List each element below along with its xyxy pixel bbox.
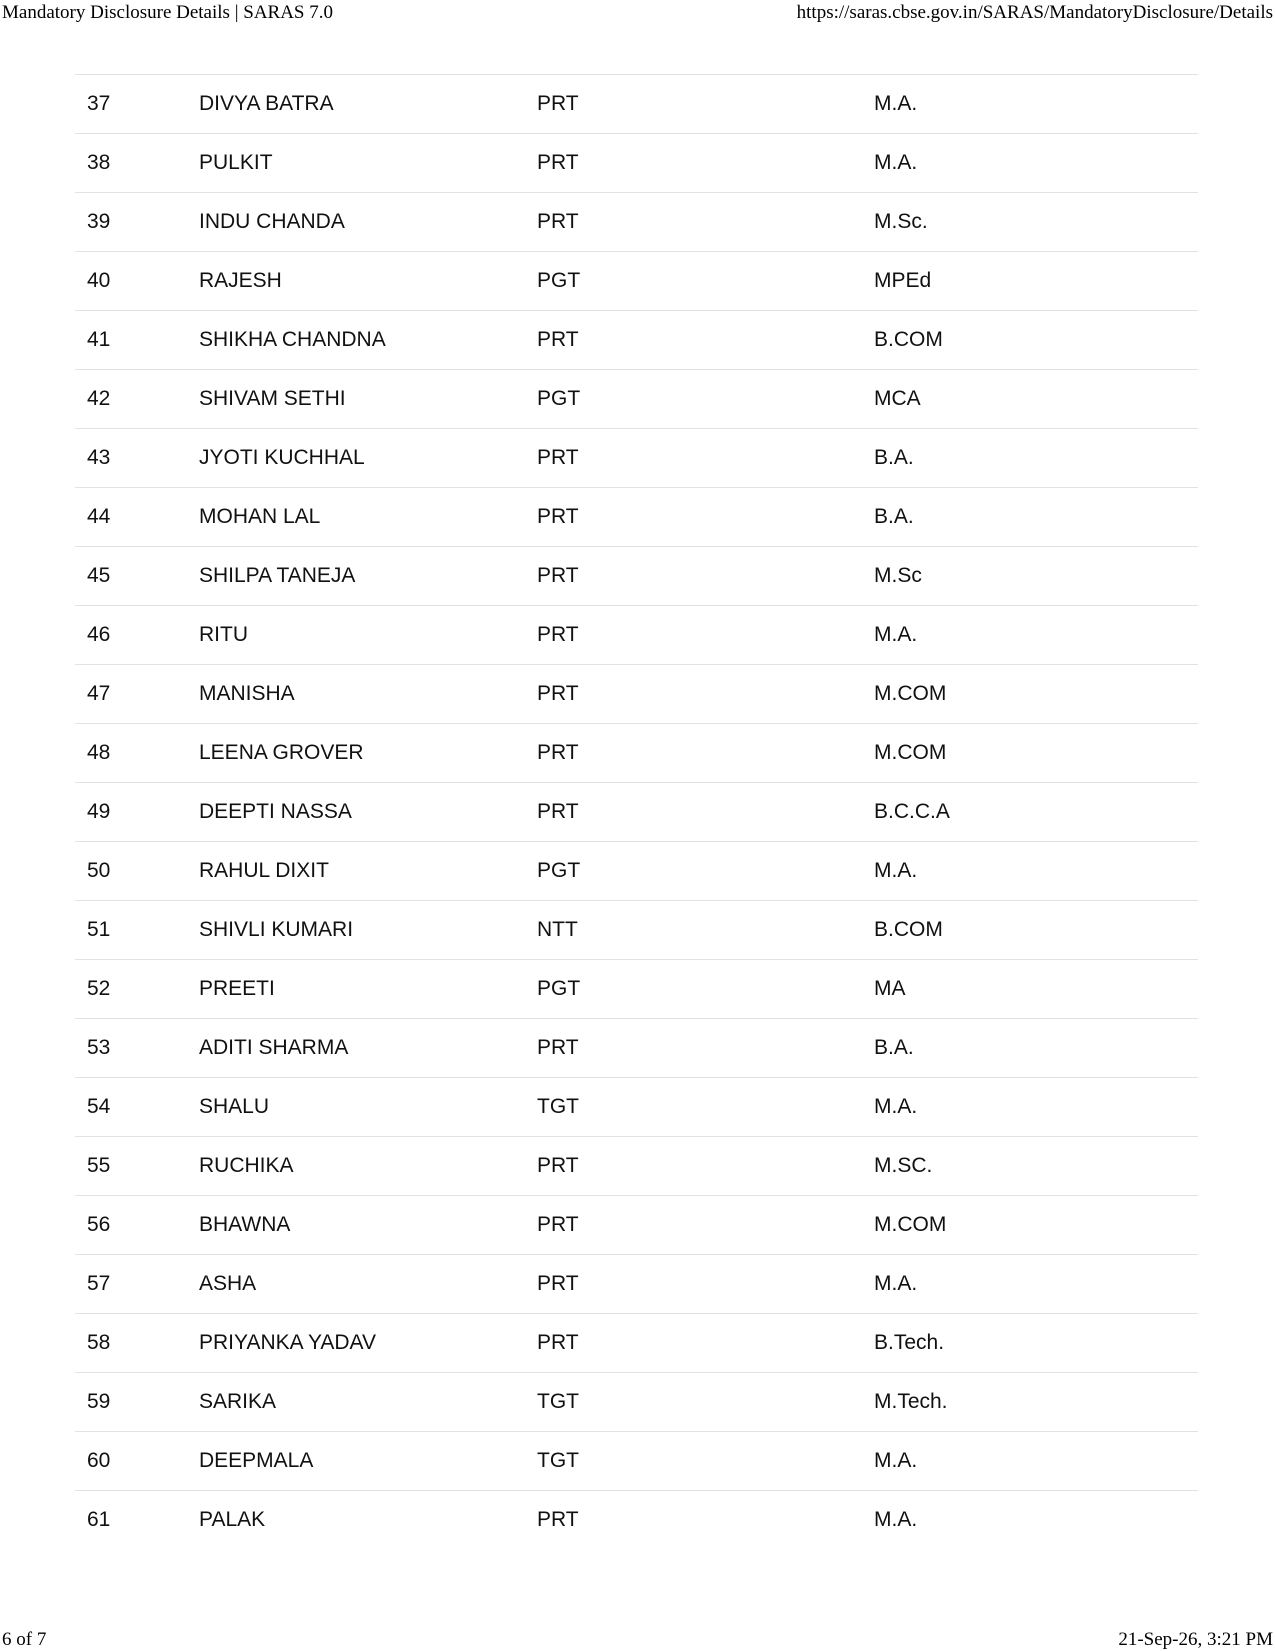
cell-qualification: M.COM <box>862 724 1198 783</box>
cell-serial-number: 46 <box>75 606 187 665</box>
cell-qualification: M.Sc <box>862 547 1198 606</box>
table-row <box>75 1019 1198 1078</box>
cell-teacher-name: PRIYANKA YADAV <box>187 1314 525 1373</box>
table-row <box>75 1491 1198 1550</box>
cell-teacher-name: DIVYA BATRA <box>187 75 525 134</box>
cell-serial-number: 48 <box>75 724 187 783</box>
cell-designation: NTT <box>525 901 862 960</box>
cell-designation: PGT <box>525 960 862 1019</box>
cell-teacher-name: SHIVLI KUMARI <box>187 901 525 960</box>
table-row <box>75 1078 1198 1137</box>
cell-designation: PRT <box>525 783 862 842</box>
cell-qualification: B.COM <box>862 901 1198 960</box>
cell-teacher-name: ADITI SHARMA <box>187 1019 525 1078</box>
cell-designation: PRT <box>525 606 862 665</box>
staff-table <box>75 74 1198 1550</box>
cell-teacher-name: RAJESH <box>187 252 525 311</box>
cell-serial-number: 59 <box>75 1373 187 1432</box>
table-row <box>75 606 1198 665</box>
cell-designation: PRT <box>525 311 862 370</box>
cell-qualification: M.A. <box>862 606 1198 665</box>
table-row <box>75 901 1198 960</box>
cell-serial-number: 58 <box>75 1314 187 1373</box>
cell-teacher-name: RITU <box>187 606 525 665</box>
cell-teacher-name: SARIKA <box>187 1373 525 1432</box>
table-row <box>75 1137 1198 1196</box>
cell-teacher-name: SHILPA TANEJA <box>187 547 525 606</box>
cell-designation: PRT <box>525 193 862 252</box>
cell-qualification: B.A. <box>862 1019 1198 1078</box>
cell-serial-number: 40 <box>75 252 187 311</box>
cell-qualification: M.Tech. <box>862 1373 1198 1432</box>
cell-designation: TGT <box>525 1373 862 1432</box>
staff-table-body <box>75 75 1198 1550</box>
cell-serial-number: 39 <box>75 193 187 252</box>
cell-qualification: B.COM <box>862 311 1198 370</box>
staff-table-container <box>75 74 1198 1550</box>
table-row <box>75 311 1198 370</box>
cell-teacher-name: BHAWNA <box>187 1196 525 1255</box>
table-row <box>75 429 1198 488</box>
cell-teacher-name: ASHA <box>187 1255 525 1314</box>
cell-designation: PRT <box>525 547 862 606</box>
cell-serial-number: 41 <box>75 311 187 370</box>
cell-teacher-name: SHIKHA CHANDNA <box>187 311 525 370</box>
cell-qualification: M.A. <box>862 75 1198 134</box>
cell-designation: PRT <box>525 1196 862 1255</box>
cell-serial-number: 53 <box>75 1019 187 1078</box>
cell-teacher-name: MANISHA <box>187 665 525 724</box>
cell-serial-number: 56 <box>75 1196 187 1255</box>
cell-qualification: M.COM <box>862 1196 1198 1255</box>
cell-qualification: M.A. <box>874 1508 918 1532</box>
page-number: 6 of 7 <box>2 1629 47 1650</box>
cell-serial-number: 44 <box>75 488 187 547</box>
cell-designation: PRT <box>525 1314 862 1373</box>
table-row <box>75 1373 1198 1432</box>
cell-designation: PGT <box>525 842 862 901</box>
cell-qualification: B.Tech. <box>862 1314 1198 1373</box>
cell-teacher-name: PALAK <box>199 1508 266 1532</box>
cell-qualification: MCA <box>862 370 1198 429</box>
table-row <box>75 960 1198 1019</box>
cell-teacher-name: LEENA GROVER <box>187 724 525 783</box>
cell-serial-number: 38 <box>75 134 187 193</box>
cell-teacher-name: PULKIT <box>187 134 525 193</box>
table-row <box>75 1314 1198 1373</box>
cell-teacher-name: RUCHIKA <box>187 1137 525 1196</box>
cell-designation: PRT <box>525 429 862 488</box>
cell-serial-number: 42 <box>75 370 187 429</box>
cell-qualification: MA <box>862 960 1198 1019</box>
cell-serial-number: 55 <box>75 1137 187 1196</box>
cell-serial-number: 43 <box>75 429 187 488</box>
cell-serial-number: 49 <box>75 783 187 842</box>
table-row <box>75 75 1198 134</box>
cell-designation: PRT <box>537 1508 579 1532</box>
cell-teacher-name: PREETI <box>187 960 525 1019</box>
cell-serial-number: 54 <box>75 1078 187 1137</box>
cell-qualification: B.A. <box>862 488 1198 547</box>
cell-designation: PRT <box>525 75 862 134</box>
cell-teacher-name: JYOTI KUCHHAL <box>187 429 525 488</box>
cell-serial-number: 45 <box>75 547 187 606</box>
cell-designation: PRT <box>525 488 862 547</box>
cell-designation: PRT <box>525 134 862 193</box>
cell-teacher-name: DEEPTI NASSA <box>187 783 525 842</box>
cell-qualification: B.C.C.A <box>862 783 1198 842</box>
table-row <box>75 783 1198 842</box>
cell-qualification: M.A. <box>862 1078 1198 1137</box>
cell-designation: PGT <box>525 252 862 311</box>
table-row <box>75 193 1198 252</box>
cell-serial-number: 51 <box>75 901 187 960</box>
cell-designation: PRT <box>525 724 862 783</box>
table-row <box>75 724 1198 783</box>
table-row <box>75 1432 1198 1491</box>
cell-serial-number: 60 <box>75 1432 187 1491</box>
table-row <box>75 547 1198 606</box>
cell-serial-number: 47 <box>75 665 187 724</box>
cell-teacher-name: SHIVAM SETHI <box>187 370 525 429</box>
table-row <box>75 1255 1198 1314</box>
page-title: Mandatory Disclosure Details | SARAS 7.0 <box>2 2 333 23</box>
table-row <box>75 842 1198 901</box>
cell-designation: PGT <box>525 370 862 429</box>
cell-serial-number: 37 <box>75 75 187 134</box>
cell-serial-number: 50 <box>75 842 187 901</box>
cell-designation: TGT <box>525 1432 862 1491</box>
cell-designation: PRT <box>525 1137 862 1196</box>
cell-teacher-name: RAHUL DIXIT <box>187 842 525 901</box>
cell-teacher-name: MOHAN LAL <box>187 488 525 547</box>
cell-teacher-name: SHALU <box>187 1078 525 1137</box>
table-row <box>75 370 1198 429</box>
cell-qualification: M.A. <box>862 1255 1198 1314</box>
cell-qualification: B.A. <box>862 429 1198 488</box>
cell-serial-number: 57 <box>75 1255 187 1314</box>
table-row <box>75 252 1198 311</box>
cell-qualification: M.A. <box>862 134 1198 193</box>
table-row <box>75 488 1198 547</box>
cell-qualification: MPEd <box>862 252 1198 311</box>
cell-qualification: M.A. <box>862 1432 1198 1491</box>
cell-teacher-name: INDU CHANDA <box>187 193 525 252</box>
cell-serial-number: 61 <box>87 1508 111 1532</box>
cell-qualification: M.Sc. <box>862 193 1198 252</box>
table-row <box>75 134 1198 193</box>
table-row <box>75 1196 1198 1255</box>
print-timestamp: 21-Sep-26, 3:21 PM <box>1118 1629 1273 1650</box>
cell-qualification: M.COM <box>862 665 1198 724</box>
cell-qualification: M.SC. <box>862 1137 1198 1196</box>
cell-designation: TGT <box>525 1078 862 1137</box>
page-url: https://saras.cbse.gov.in/SARAS/MandatoryDisclosure/Details <box>796 2 1273 23</box>
cell-qualification: M.A. <box>862 842 1198 901</box>
cell-designation: PRT <box>525 665 862 724</box>
cell-serial-number: 52 <box>75 960 187 1019</box>
cell-designation: PRT <box>525 1019 862 1078</box>
cell-teacher-name: DEEPMALA <box>187 1432 525 1491</box>
cell-designation: PRT <box>525 1255 862 1314</box>
table-row <box>75 665 1198 724</box>
